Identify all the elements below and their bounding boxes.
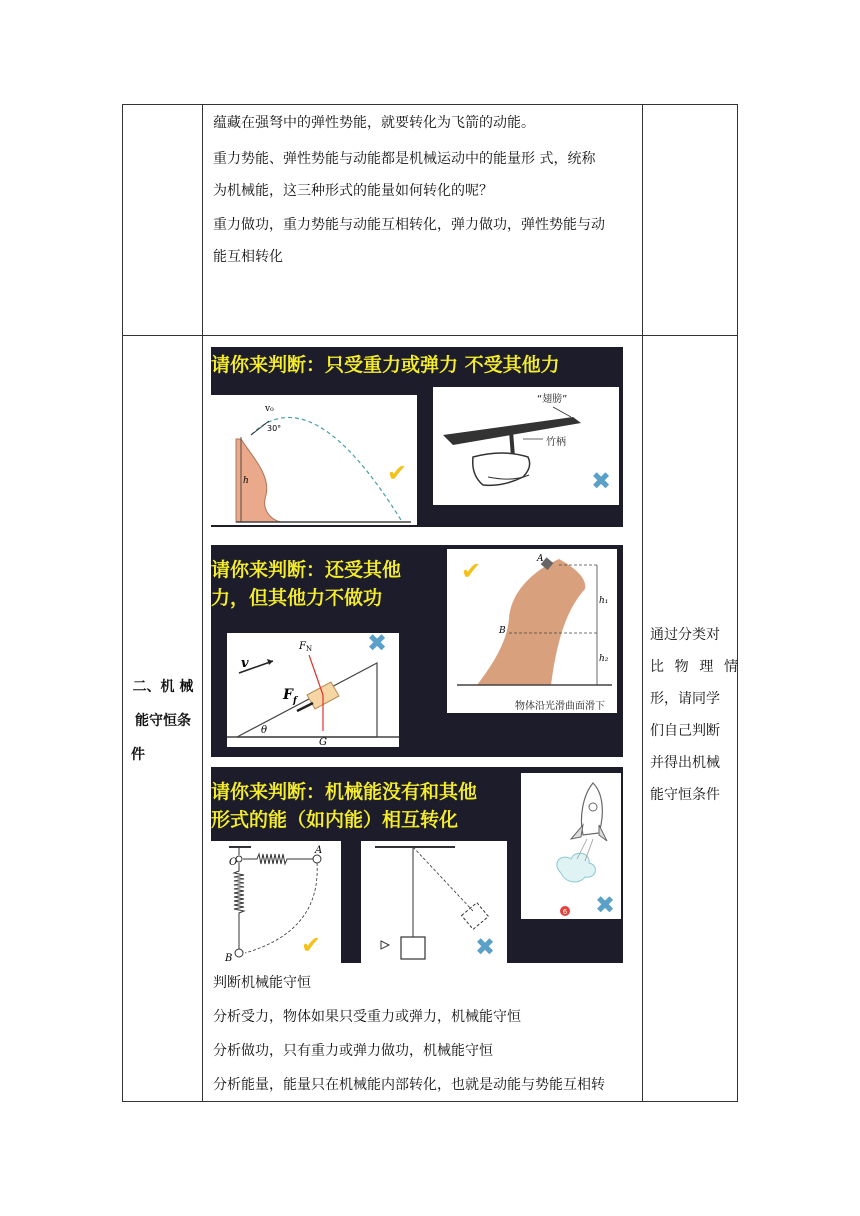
label-fn-sub: N (306, 645, 313, 653)
top-line-3: 为机械能，这三种形式的能量如何转化的呢？ (213, 183, 493, 199)
bottom-line-4: 分析能量，能量只在机械能内部转化，也就是动能与势能互相转 (213, 1077, 605, 1093)
top-line-1: 蕴藏在强弩中的弹性势能，就要转化为飞箭的动能。 (213, 115, 535, 131)
bottom-line-2: 分析受力，物体如果只受重力或弹力，机械能守恒 (213, 1009, 521, 1025)
note-line-3: 形，请同学 (650, 691, 720, 707)
slide3-heading-line-2: 形式的能（如内能）相互转化 (211, 809, 459, 831)
swinging-block-panel (361, 841, 507, 963)
curve-caption: 物体沿光滑曲面滑下 (515, 701, 605, 712)
label-ff: F (283, 687, 293, 703)
label-theta: θ (261, 725, 268, 736)
slide1-heading: 请你来判断：只受重力或弹力 不受其他力 (211, 354, 560, 376)
bottom-line-3: 分析做功，只有重力或弹力做功，机械能守恒 (213, 1043, 493, 1059)
note-line-6: 能守恒条件 (650, 787, 720, 803)
label-h2: h₂ (599, 654, 609, 664)
check-mark-icon: ✔ (387, 459, 408, 487)
slide-no-energy-conversion (211, 767, 623, 963)
slide-number-badge: 6 (562, 908, 568, 916)
spring-pendulum-panel (211, 841, 341, 963)
check-mark-icon: ✔ (301, 931, 322, 959)
section-title-line-1: 二、机 械 (132, 679, 194, 695)
cross-mark-icon: ✖ (367, 629, 388, 657)
top-line-5: 能互相转化 (213, 249, 283, 265)
note-line-1: 通过分类对 (650, 627, 720, 643)
label-fn: F (299, 641, 306, 652)
note-line-2: 比 物 理 情 (650, 659, 738, 675)
label-handle: 竹柄 (546, 437, 566, 448)
slide-gravity-elastic-only (211, 347, 623, 527)
cross-mark-icon: ✖ (591, 467, 612, 495)
label-h1: h₁ (599, 596, 609, 606)
spring-pendulum-diagram (211, 841, 341, 963)
check-mark-icon: ✔ (461, 557, 482, 585)
label-h: h (243, 476, 249, 486)
label-v: v (241, 656, 249, 671)
slide2-heading-line-2: 力，但其他力不做功 (211, 587, 383, 609)
slide-other-forces-no-work (211, 545, 623, 757)
incline-panel (227, 629, 399, 747)
top-line-4: 重力做功，重力势能与动能互相转化，弹力做功，弹性势能与动 (213, 217, 605, 233)
label-angle: 30° (267, 424, 282, 433)
label-b: B (499, 626, 506, 636)
label-g: G (319, 737, 327, 747)
label-v0: v₀ (265, 404, 274, 414)
label-a: A (315, 845, 323, 856)
section-title-line-3: 件 (131, 747, 145, 763)
column-divider (642, 105, 643, 1101)
column-divider (202, 105, 203, 1101)
note-line-4: 们自己判断 (650, 723, 720, 739)
cross-mark-icon: ✖ (475, 933, 496, 961)
label-a: A (537, 554, 544, 564)
lesson-table (122, 104, 738, 1102)
slide3-heading-line-1: 请你来判断：机械能没有和其他 (211, 781, 478, 803)
bamboo-dragonfly-panel (433, 387, 619, 505)
label-wing: “翅膀” (537, 394, 568, 405)
label-b: B (225, 953, 233, 963)
top-line-2: 重力势能、弹性势能与动能都是机械运动中的能量形 式，统称 (213, 151, 596, 167)
curved-slope-panel (447, 549, 617, 713)
section-title-line-2: 能守恒条 (135, 713, 191, 729)
rocket-panel (521, 773, 621, 919)
note-line-5: 并得出机械 (650, 755, 720, 771)
bottom-line-1: 判断机械能守恒 (213, 975, 311, 991)
slide2-heading-line-1: 请你来判断：还受其他 (211, 559, 402, 581)
label-o: O (229, 857, 238, 868)
label-ff-sub: f (293, 696, 297, 706)
cross-mark-icon: ✖ (595, 891, 616, 919)
projectile-panel (211, 395, 417, 525)
row-divider (123, 335, 737, 336)
